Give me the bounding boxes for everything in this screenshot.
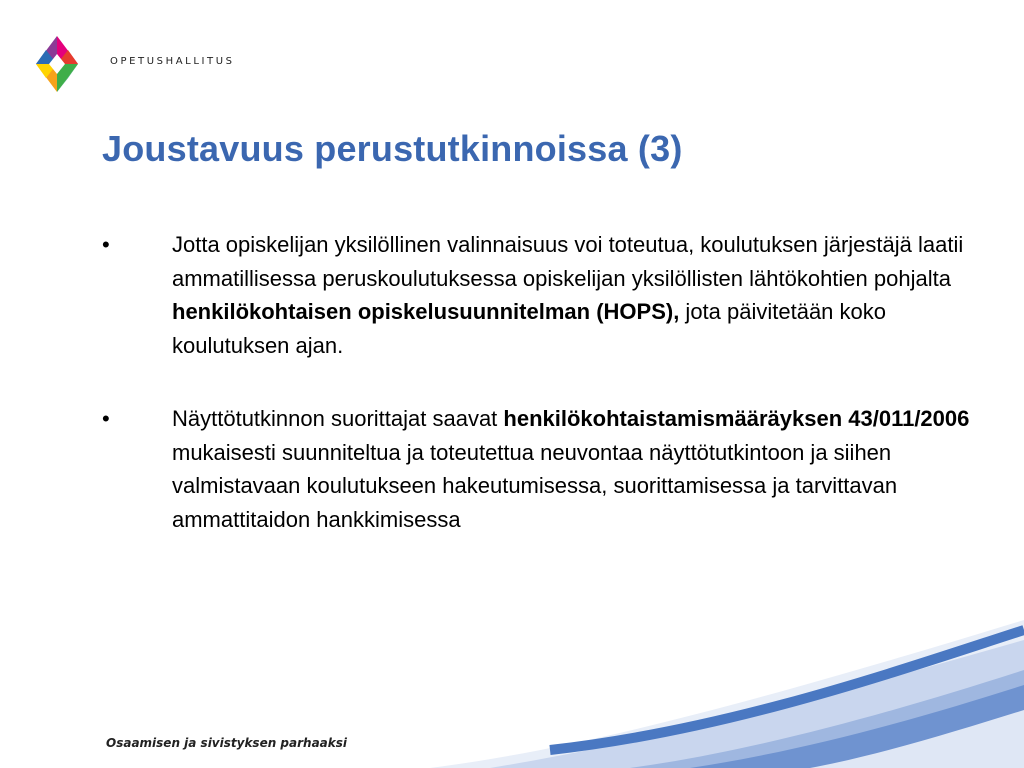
slide-title: Joustavuus perustutkinnoissa (3): [102, 128, 683, 169]
organization-name: OPETUSHALLITUS: [110, 56, 235, 67]
bullet-text: [172, 402, 982, 536]
bullet-text-bold: henkilökohtaistamismääräyksen 43/011/2006: [503, 406, 970, 431]
bullet-marker: •: [102, 406, 110, 431]
bullet-marker: •: [102, 232, 110, 257]
footer-slogan: Osaamisen ja sivistyksen parhaaksi: [106, 736, 348, 750]
bullet-item: [102, 228, 982, 362]
bullet-text-before: Jotta opiskelijan yksilöllinen valinnaisuus voi toteutua, koulutuksen järjestäjä laatii ammatillisessa peruskoulutuksessa opiskelijan yksilöllisten lähtökohtien pohjalta: [172, 232, 964, 291]
bullet-text-after: mukaisesti suunniteltua ja toteutettua neuvontaa näyttötutkintoon ja siihen valmistavaan koulutukseen hakeutumisessa, suorittamisessa ja tarvittavan ammattitaidon hankkimisessa: [172, 439, 898, 532]
bullet-text-after: jota päivitetään koko koulutuksen ajan.: [172, 299, 887, 358]
diamond-mosaic-logo-icon: [34, 34, 80, 94]
decorative-wave-graphic: [430, 600, 1024, 768]
bullet-text-bold: henkilökohtaisen opiskelusuunnitelman (HOPS),: [172, 299, 680, 324]
bullet-text: [172, 228, 982, 362]
bullet-item: [102, 402, 982, 536]
bullet-list: [102, 228, 982, 576]
bullet-text-before: Näyttötutkinnon suorittajat saavat: [172, 406, 504, 431]
